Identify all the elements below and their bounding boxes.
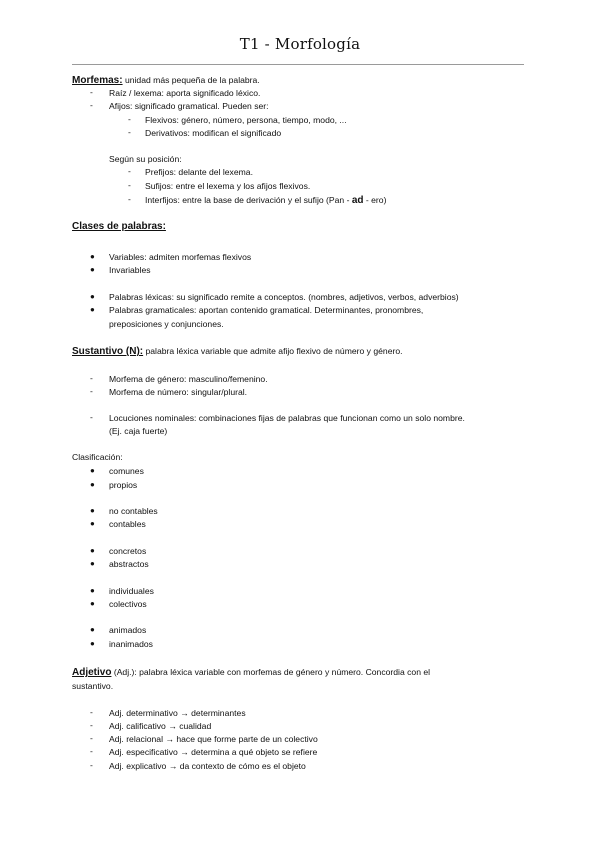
afijo-type: Flexivos: género, número, persona, tiempo, modo, ...: [145, 115, 347, 125]
clasificacion-item: inanimados: [109, 639, 153, 649]
clases-item-continued: preposiciones y conjunciones.: [109, 319, 224, 329]
dash-icon: -: [128, 114, 131, 124]
title-divider: [72, 64, 524, 65]
bullet-icon: ●: [90, 480, 95, 489]
page-title: T1 - Morfología: [239, 35, 361, 53]
dash-icon: -: [128, 180, 131, 190]
bullet-icon: ●: [90, 639, 95, 648]
bullet-icon: ●: [90, 559, 95, 568]
bullet-icon: ●: [90, 625, 95, 634]
clasificacion-item: concretos: [109, 546, 147, 556]
interfijo-example-end: - ero): [365, 195, 387, 205]
dash-icon: -: [90, 87, 93, 97]
morfemas-line: [72, 74, 260, 87]
dash-icon: -: [90, 746, 93, 756]
dash-icon: -: [128, 127, 131, 137]
clases-item: Palabras léxicas: su significado remite a conceptos. (nombres, adjetivos, verbos, adverbios): [109, 292, 459, 302]
position-item-interfijos: [145, 194, 386, 207]
sustantivo-item: Morfema de género: masculino/femenino.: [109, 374, 268, 384]
morfemas-definition: unidad más pequeña de la palabra.: [122, 75, 260, 85]
dash-icon: -: [90, 760, 93, 770]
sustantivo-definition: palabra léxica variable que admite afijo flexivo de número y género.: [143, 346, 403, 356]
bullet-icon: ●: [90, 546, 95, 555]
adjetivo-definition: palabra léxica variable con morfemas de género y número. Concordia con el: [136, 667, 431, 677]
sustantivo-heading: Sustantivo (N):: [72, 346, 144, 357]
adjetivo-item: Adj. determinativo → determinantes: [109, 708, 246, 718]
clases-item: Variables: admiten morfemas flexivos: [109, 252, 252, 262]
clasificacion-label: Clasificación:: [72, 452, 123, 462]
bullet-icon: ●: [90, 519, 95, 528]
adjetivo-abbr: (Adj.):: [111, 667, 137, 677]
sustantivo-item: Morfema de número: singular/plural.: [109, 387, 248, 397]
morfemas-heading: Morfemas:: [72, 75, 123, 86]
dash-icon: -: [90, 707, 93, 717]
dash-icon: -: [90, 720, 93, 730]
clasificacion-item: contables: [109, 519, 146, 529]
clases-heading: Clases de palabras:: [72, 221, 166, 232]
interfijos-text: Interfijos: entre la base de derivación y el sufijo (Pan -: [145, 195, 350, 205]
adjetivo-heading: Adjetivo: [72, 667, 112, 678]
clasificacion-item: colectivos: [109, 599, 147, 609]
afijo-type: Derivativos: modifican el significado: [145, 128, 282, 138]
dash-icon: -: [90, 100, 93, 110]
clasificacion-item: no contables: [109, 506, 158, 516]
bullet-icon: ●: [90, 252, 95, 261]
position-item: Sufijos: entre el lexema y los afijos flexivos.: [145, 181, 311, 191]
position-item: Prefijos: delante del lexema.: [145, 167, 253, 177]
bullet-icon: ●: [90, 292, 95, 301]
sustantivo-line: [72, 345, 403, 358]
bullet-icon: ●: [90, 586, 95, 595]
locuciones-item: Locuciones nominales: combinaciones fijas de palabras que funcionan como un solo nombre.: [109, 413, 465, 423]
adjetivo-definition-continued: sustantivo.: [72, 681, 114, 691]
bullet-icon: ●: [90, 305, 95, 314]
bullet-icon: ●: [90, 599, 95, 608]
adjetivo-line: [72, 666, 430, 679]
dash-icon: -: [90, 386, 93, 396]
interfijo-example-bold: ad: [351, 195, 364, 206]
bullet-icon: ●: [90, 265, 95, 274]
clasificacion-item: abstractos: [109, 559, 149, 569]
position-label: Según su posición:: [109, 154, 182, 164]
dash-icon: -: [90, 733, 93, 743]
clasificacion-item: animados: [109, 625, 147, 635]
dash-icon: -: [128, 194, 131, 204]
morfemas-item: Afijos: significado gramatical. Pueden ser:: [109, 101, 269, 111]
clases-item: Palabras gramaticales: aportan contenido gramatical. Determinantes, pronombres,: [109, 305, 424, 315]
dash-icon: -: [128, 166, 131, 176]
adjetivo-item: Adj. especificativo → determina a qué objeto se refiere: [109, 747, 318, 757]
locuciones-example: (Ej. caja fuerte): [109, 426, 168, 436]
dash-icon: -: [90, 373, 93, 383]
clasificacion-item: propios: [109, 480, 138, 490]
bullet-icon: ●: [90, 506, 95, 515]
bullet-icon: ●: [90, 466, 95, 475]
adjetivo-item: Adj. relacional → hace que forme parte de un colectivo: [109, 734, 318, 744]
morfemas-item: Raíz / lexema: aporta significado léxico.: [109, 88, 261, 98]
clasificacion-item: individuales: [109, 586, 154, 596]
clases-item: Invariables: [109, 265, 151, 275]
adjetivo-item: Adj. explicativo → da contexto de cómo es el objeto: [109, 761, 306, 771]
adjetivo-item: Adj. calificativo → cualidad: [109, 721, 212, 731]
clasificacion-item: comunes: [109, 466, 144, 476]
dash-icon: -: [90, 412, 93, 422]
